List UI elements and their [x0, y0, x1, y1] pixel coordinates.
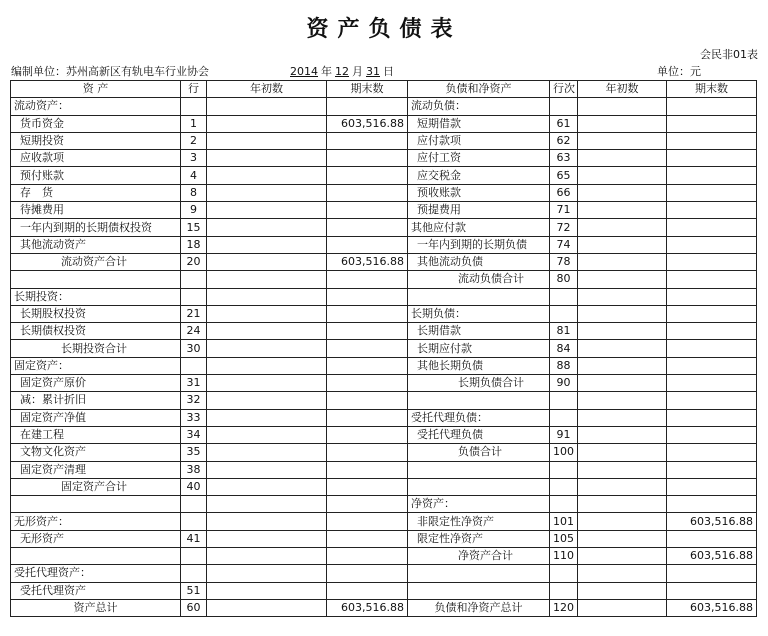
left-line: 33 [181, 409, 207, 426]
right-end [667, 219, 757, 236]
date-day-suffix: 日 [383, 65, 394, 78]
left-end: 603,516.88 [327, 599, 408, 616]
right-begin [578, 461, 667, 478]
left-item: 预付账款 [11, 167, 181, 184]
left-item: 短期投资 [11, 132, 181, 149]
right-item: 净资产合计 [408, 548, 550, 565]
table-row [11, 375, 757, 392]
left-end [327, 548, 408, 565]
left-line [181, 496, 207, 513]
right-end [667, 461, 757, 478]
date-day: 31 [366, 65, 380, 78]
right-begin [578, 496, 667, 513]
right-line: 120 [550, 599, 578, 616]
right-end [667, 132, 757, 149]
right-end [667, 392, 757, 409]
left-end [327, 271, 408, 288]
right-begin [578, 513, 667, 530]
right-end [667, 409, 757, 426]
right-line: 71 [550, 202, 578, 219]
table-row [11, 530, 757, 547]
left-end [327, 375, 408, 392]
right-end [667, 150, 757, 167]
table-row [11, 132, 757, 149]
right-end [667, 444, 757, 461]
table-row [11, 323, 757, 340]
left-begin [207, 513, 327, 530]
table-row [11, 202, 757, 219]
left-end [327, 323, 408, 340]
right-item: 限定性净资产 [408, 530, 550, 547]
right-item: 其他长期负债 [408, 357, 550, 374]
right-end [667, 496, 757, 513]
table-header-row [11, 81, 757, 98]
left-end [327, 305, 408, 322]
right-line: 66 [550, 184, 578, 201]
right-line [550, 98, 578, 115]
right-end [667, 236, 757, 253]
left-item: 固定资产合计 [11, 478, 181, 495]
right-item: 应付工资 [408, 150, 550, 167]
date-month: 12 [335, 65, 349, 78]
right-begin [578, 530, 667, 547]
left-line: 1 [181, 115, 207, 132]
right-begin [578, 288, 667, 305]
date-year-suffix: 年 [321, 65, 332, 78]
right-begin [578, 426, 667, 443]
left-item [11, 496, 181, 513]
right-end [667, 115, 757, 132]
header-assets: 资 产 [11, 81, 181, 98]
right-item: 净资产： [408, 496, 550, 513]
right-line: 100 [550, 444, 578, 461]
table-row [11, 599, 757, 616]
left-item: 流动资产： [11, 98, 181, 115]
left-end [327, 288, 408, 305]
right-begin [578, 98, 667, 115]
left-begin [207, 530, 327, 547]
right-end [667, 98, 757, 115]
form-number: 会民非01表 [700, 48, 758, 61]
currency-unit: 单位：元 [657, 65, 701, 78]
date-month-suffix: 月 [352, 65, 363, 78]
left-begin [207, 115, 327, 132]
left-begin [207, 219, 327, 236]
left-end [327, 409, 408, 426]
right-end [667, 357, 757, 374]
left-item: 一年内到期的长期债权投资 [11, 219, 181, 236]
left-item: 文物文化资产 [11, 444, 181, 461]
right-end [667, 202, 757, 219]
left-begin [207, 548, 327, 565]
left-item: 资产总计 [11, 599, 181, 616]
left-begin [207, 392, 327, 409]
right-begin [578, 444, 667, 461]
left-item: 长期投资： [11, 288, 181, 305]
right-item [408, 565, 550, 582]
left-line [181, 271, 207, 288]
right-end [667, 271, 757, 288]
right-line: 91 [550, 426, 578, 443]
right-item: 非限定性净资产 [408, 513, 550, 530]
right-begin [578, 167, 667, 184]
left-begin [207, 582, 327, 599]
left-begin [207, 496, 327, 513]
table-row [11, 115, 757, 132]
right-item: 负债合计 [408, 444, 550, 461]
left-item: 受托代理资产 [11, 582, 181, 599]
right-line [550, 305, 578, 322]
right-item [408, 288, 550, 305]
right-begin [578, 202, 667, 219]
left-item: 其他流动资产 [11, 236, 181, 253]
right-item: 长期负债合计 [408, 375, 550, 392]
left-end [327, 184, 408, 201]
header-end: 期末数 [327, 81, 408, 98]
left-line: 8 [181, 184, 207, 201]
right-begin [578, 132, 667, 149]
left-begin [207, 599, 327, 616]
left-begin [207, 202, 327, 219]
right-begin [578, 150, 667, 167]
left-line: 60 [181, 599, 207, 616]
date-year: 2014 [290, 65, 318, 78]
left-item: 长期股权投资 [11, 305, 181, 322]
right-item [408, 392, 550, 409]
right-line: 65 [550, 167, 578, 184]
right-end [667, 305, 757, 322]
right-item: 流动负债合计 [408, 271, 550, 288]
right-end: 603,516.88 [667, 599, 757, 616]
left-line: 34 [181, 426, 207, 443]
right-item: 短期借款 [408, 115, 550, 132]
left-item: 待摊费用 [11, 202, 181, 219]
right-begin [578, 340, 667, 357]
left-line [181, 288, 207, 305]
right-begin [578, 236, 667, 253]
right-item: 受托代理负债： [408, 409, 550, 426]
right-line [550, 461, 578, 478]
right-end: 603,516.88 [667, 548, 757, 565]
right-line: 110 [550, 548, 578, 565]
left-end [327, 478, 408, 495]
table-row [11, 253, 757, 270]
right-begin [578, 548, 667, 565]
left-begin [207, 253, 327, 270]
left-line [181, 513, 207, 530]
left-item: 固定资产净值 [11, 409, 181, 426]
right-end [667, 478, 757, 495]
right-item: 长期应付款 [408, 340, 550, 357]
left-begin [207, 461, 327, 478]
right-line [550, 392, 578, 409]
left-begin [207, 271, 327, 288]
balance-sheet-table [10, 80, 757, 617]
right-line: 74 [550, 236, 578, 253]
left-item: 长期投资合计 [11, 340, 181, 357]
left-item: 无形资产 [11, 530, 181, 547]
table-row [11, 219, 757, 236]
right-begin [578, 375, 667, 392]
left-end [327, 582, 408, 599]
left-item: 固定资产原价 [11, 375, 181, 392]
left-begin [207, 132, 327, 149]
right-line: 62 [550, 132, 578, 149]
header-begin-2: 年初数 [578, 81, 667, 98]
right-item: 长期借款 [408, 323, 550, 340]
left-end [327, 167, 408, 184]
right-end [667, 323, 757, 340]
table-row [11, 357, 757, 374]
left-line: 20 [181, 253, 207, 270]
left-line: 41 [181, 530, 207, 547]
left-end [327, 202, 408, 219]
left-line [181, 357, 207, 374]
table-row [11, 548, 757, 565]
left-item [11, 271, 181, 288]
left-line: 32 [181, 392, 207, 409]
right-line: 84 [550, 340, 578, 357]
left-end [327, 219, 408, 236]
left-begin [207, 150, 327, 167]
left-line: 4 [181, 167, 207, 184]
left-line: 18 [181, 236, 207, 253]
table-row [11, 236, 757, 253]
left-item: 减：累计折旧 [11, 392, 181, 409]
right-item: 预提费用 [408, 202, 550, 219]
left-item: 受托代理资产： [11, 565, 181, 582]
left-line [181, 565, 207, 582]
left-end [327, 513, 408, 530]
left-line: 3 [181, 150, 207, 167]
right-item [408, 582, 550, 599]
right-item: 流动负债： [408, 98, 550, 115]
left-begin [207, 444, 327, 461]
left-begin [207, 323, 327, 340]
left-begin [207, 478, 327, 495]
report-title: 资产负债表 [306, 16, 462, 42]
right-begin [578, 478, 667, 495]
left-begin [207, 375, 327, 392]
table-row [11, 444, 757, 461]
reporting-unit: 编制单位：苏州高新区有轨电车行业协会 [11, 65, 209, 78]
left-end [327, 236, 408, 253]
left-begin [207, 184, 327, 201]
left-line: 30 [181, 340, 207, 357]
left-line: 51 [181, 582, 207, 599]
right-begin [578, 271, 667, 288]
right-begin [578, 305, 667, 322]
left-end [327, 132, 408, 149]
table-row [11, 288, 757, 305]
left-begin [207, 305, 327, 322]
left-end [327, 150, 408, 167]
table-row [11, 409, 757, 426]
left-begin [207, 98, 327, 115]
header-line: 行 [181, 81, 207, 98]
left-begin [207, 409, 327, 426]
right-begin [578, 565, 667, 582]
left-item: 流动资产合计 [11, 253, 181, 270]
right-end [667, 582, 757, 599]
header-line-no: 行次 [550, 81, 578, 98]
header-end-2: 期末数 [667, 81, 757, 98]
table-row [11, 98, 757, 115]
right-begin [578, 253, 667, 270]
left-item: 无形资产： [11, 513, 181, 530]
left-line: 15 [181, 219, 207, 236]
right-line [550, 565, 578, 582]
right-begin [578, 599, 667, 616]
left-end [327, 444, 408, 461]
left-begin [207, 167, 327, 184]
right-line: 80 [550, 271, 578, 288]
right-end [667, 340, 757, 357]
right-begin [578, 392, 667, 409]
left-end [327, 426, 408, 443]
right-line: 90 [550, 375, 578, 392]
left-begin [207, 565, 327, 582]
table-row [11, 461, 757, 478]
right-item: 其他应付款 [408, 219, 550, 236]
right-end [667, 426, 757, 443]
left-begin [207, 288, 327, 305]
table-row [11, 184, 757, 201]
table-row [11, 513, 757, 530]
left-item: 货币资金 [11, 115, 181, 132]
right-line: 81 [550, 323, 578, 340]
right-line: 105 [550, 530, 578, 547]
left-line: 35 [181, 444, 207, 461]
left-item [11, 548, 181, 565]
left-end [327, 392, 408, 409]
left-line [181, 98, 207, 115]
right-end [667, 375, 757, 392]
right-end [667, 184, 757, 201]
right-begin [578, 219, 667, 236]
left-end [327, 340, 408, 357]
table-row [11, 271, 757, 288]
right-line: 88 [550, 357, 578, 374]
left-begin [207, 426, 327, 443]
left-line: 21 [181, 305, 207, 322]
right-line [550, 582, 578, 599]
right-item [408, 461, 550, 478]
left-item: 固定资产清理 [11, 461, 181, 478]
right-end: 603,516.88 [667, 513, 757, 530]
right-line: 61 [550, 115, 578, 132]
right-line [550, 288, 578, 305]
right-line: 72 [550, 219, 578, 236]
right-begin [578, 582, 667, 599]
left-end [327, 98, 408, 115]
right-item: 一年内到期的长期负债 [408, 236, 550, 253]
right-end [667, 288, 757, 305]
right-end [667, 565, 757, 582]
right-line [550, 496, 578, 513]
right-line [550, 409, 578, 426]
table-row [11, 150, 757, 167]
right-item: 应付款项 [408, 132, 550, 149]
right-begin [578, 184, 667, 201]
right-end [667, 530, 757, 547]
table-row [11, 496, 757, 513]
left-line: 2 [181, 132, 207, 149]
right-item [408, 478, 550, 495]
right-begin [578, 323, 667, 340]
table-row [11, 305, 757, 322]
right-end [667, 167, 757, 184]
header-begin: 年初数 [207, 81, 327, 98]
right-end [667, 253, 757, 270]
right-line: 78 [550, 253, 578, 270]
report-date [287, 63, 394, 79]
left-end [327, 496, 408, 513]
right-line [550, 478, 578, 495]
left-item: 在建工程 [11, 426, 181, 443]
right-line: 101 [550, 513, 578, 530]
left-begin [207, 340, 327, 357]
table-row [11, 478, 757, 495]
left-end: 603,516.88 [327, 253, 408, 270]
left-end [327, 357, 408, 374]
table-row [11, 582, 757, 599]
left-item: 存 货 [11, 184, 181, 201]
right-begin [578, 357, 667, 374]
left-line: 31 [181, 375, 207, 392]
right-begin [578, 409, 667, 426]
right-item: 长期负债： [408, 305, 550, 322]
left-item: 长期债权投资 [11, 323, 181, 340]
right-begin [578, 115, 667, 132]
right-item: 受托代理负债 [408, 426, 550, 443]
table-row [11, 392, 757, 409]
left-line: 38 [181, 461, 207, 478]
table-row [11, 565, 757, 582]
right-item: 应交税金 [408, 167, 550, 184]
right-line: 63 [550, 150, 578, 167]
table-row [11, 340, 757, 357]
left-line: 40 [181, 478, 207, 495]
left-begin [207, 357, 327, 374]
left-line: 9 [181, 202, 207, 219]
left-end [327, 565, 408, 582]
header-liabilities: 负债和净资产 [408, 81, 550, 98]
left-item: 应收款项 [11, 150, 181, 167]
left-end [327, 461, 408, 478]
right-item: 其他流动负债 [408, 253, 550, 270]
left-end: 603,516.88 [327, 115, 408, 132]
right-item: 负债和净资产总计 [408, 599, 550, 616]
right-item: 预收账款 [408, 184, 550, 201]
left-item: 固定资产： [11, 357, 181, 374]
table-row [11, 426, 757, 443]
left-end [327, 530, 408, 547]
left-line [181, 548, 207, 565]
left-begin [207, 236, 327, 253]
left-line: 24 [181, 323, 207, 340]
table-row [11, 167, 757, 184]
